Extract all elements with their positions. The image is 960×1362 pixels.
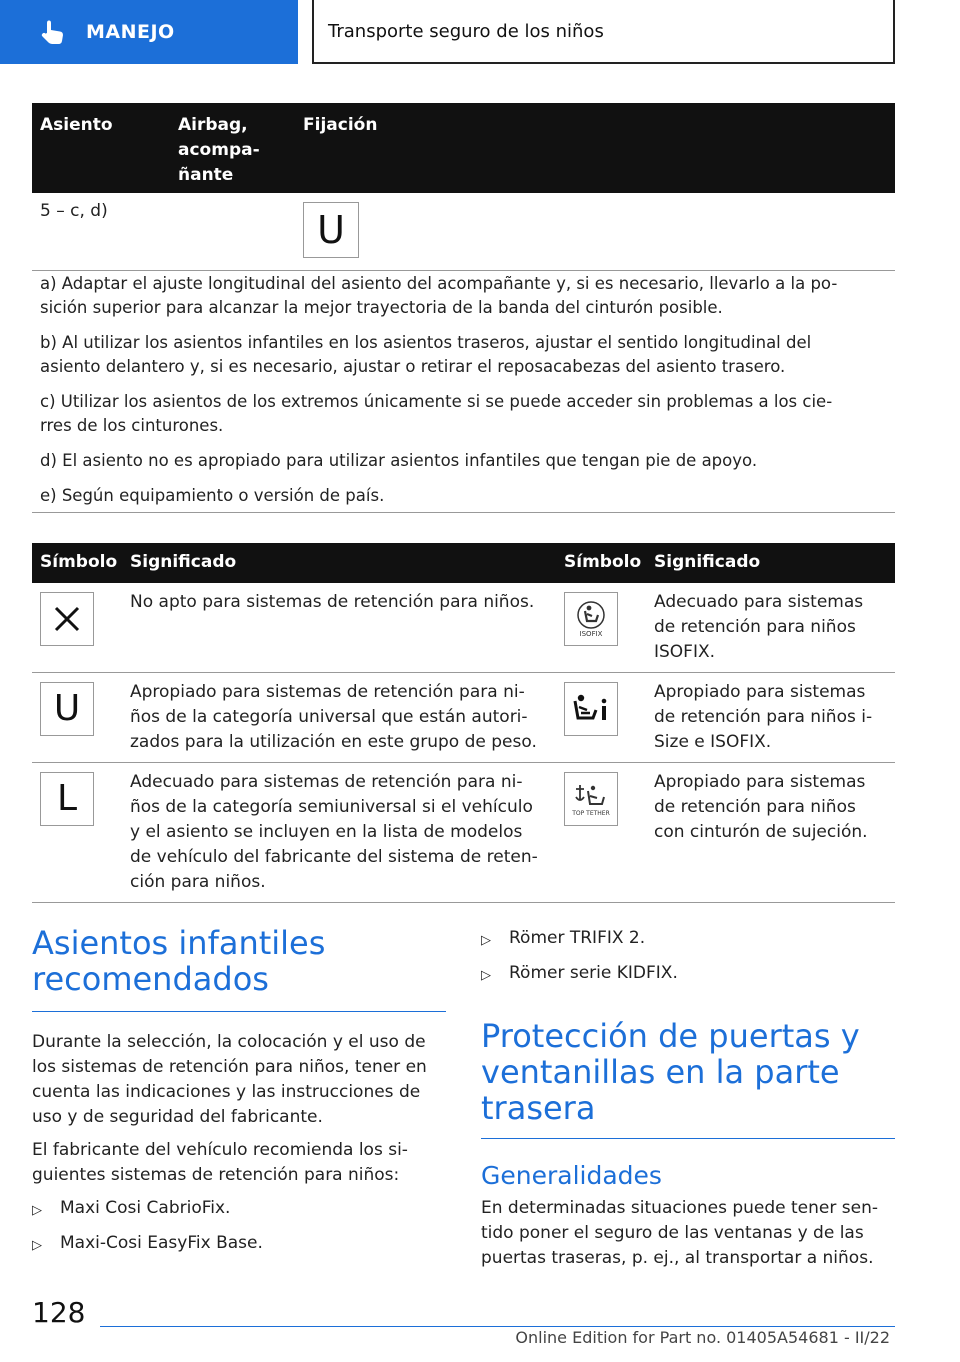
- section-label: MANEJO: [86, 21, 175, 43]
- note-b: b) Al utilizar los asientos infantiles en los asientos traseros, ajustar el sentido longitudinal del asiento delantero y, si es necesario, ajustar o retirar el reposacabezas del asiento trasero.: [40, 333, 812, 376]
- top-tether-icon: [574, 782, 608, 810]
- divider: [32, 512, 895, 513]
- paragraph: En determinadas situaciones puede tener sen- tido poner el seguro de las ventanas y de las puertas traseras, p. ej., al transportar a niños.: [481, 1198, 878, 1268]
- list-item: ▷ Maxi Cosi CabrioFix.: [32, 1196, 446, 1223]
- section-tab: [0, 0, 298, 64]
- table-row: [32, 763, 895, 903]
- isofix-symbol: ISOFIX: [564, 592, 618, 646]
- paragraph: El fabricante del vehículo recomienda los si- guientes sistemas de retención para niños:: [32, 1140, 408, 1185]
- seat-table: [32, 103, 895, 271]
- semi-universal-symbol: L: [40, 772, 94, 826]
- bullet-triangle-icon: ▷: [32, 1203, 42, 1218]
- meaning-i-size: Apropiado para sistemas de retención para niños i- Size e ISOFIX.: [654, 682, 873, 752]
- header-title-box: [312, 0, 895, 64]
- table-row: [32, 193, 895, 271]
- not-suitable-symbol: [40, 592, 94, 646]
- meaning-semi-universal: Adecuado para sistemas de retención para ni- ños de la categoría semiuniversal si el vehículo y el asiento se incluyen en la lista de modelos de vehículo del fabricante del sistema de reten- ción para niños.: [130, 772, 538, 892]
- universal-symbol: U: [303, 202, 359, 258]
- footer-rule: [100, 1326, 895, 1327]
- bullet-triangle-icon: ▷: [481, 968, 491, 983]
- meaning-universal: Apropiado para sistemas de retención para ni- ños de la categoría universal que están autori- zados para la utilización en este grupo de peso.: [130, 682, 537, 752]
- i-size-symbol: [564, 682, 618, 736]
- note-e: e) Según equipamiento o versión de país.: [40, 486, 385, 505]
- meaning-top-tether: Apropiado para sistemas de retención para niños con cinturón de sujeción.: [654, 772, 868, 842]
- heading-rule: [481, 1138, 895, 1139]
- col-significado-2: Significado: [654, 552, 761, 572]
- universal-symbol: U: [40, 682, 94, 736]
- col-fijacion: Fijación: [303, 115, 378, 135]
- table-row: [32, 583, 895, 673]
- note-c: c) Utilizar los asientos de los extremos únicamente si se puede acceder sin problemas a los cie- rres de los cinturones.: [40, 392, 833, 435]
- symbol-table: [32, 543, 895, 903]
- table-row: [32, 673, 895, 763]
- bullet-triangle-icon: ▷: [32, 1238, 42, 1253]
- note-a: a) Adaptar el ajuste longitudinal del asiento del acompañante y, si es necesario, llevarlo a la po- sición superior para alcanzar la mejor trayectoria de la banda del cinturón posible.: [40, 274, 838, 317]
- subheading-generalidades: Generalidades: [481, 1161, 662, 1190]
- footer-edition: Online Edition for Part no. 01405A54681 - II/22: [515, 1328, 890, 1347]
- col-airbag: Airbag, acompa- ñante: [178, 115, 260, 185]
- meaning-isofix: Adecuado para sistemas de retención para niños ISOFIX.: [654, 592, 864, 662]
- top-tether-symbol: TOP TETHER: [564, 772, 618, 826]
- col-asiento: Asiento: [40, 115, 113, 135]
- heading-door-protection: Protección de puertas y ventanillas en la parte trasera: [481, 1017, 860, 1127]
- list-item: ▷ Römer serie KIDFIX.: [481, 961, 895, 988]
- footnotes: [32, 272, 895, 519]
- hand-steering-icon: [38, 17, 68, 47]
- heading-rule: [32, 1011, 446, 1012]
- meaning-not-suitable: No apto para sistemas de retención para niños.: [130, 592, 535, 612]
- list-item: ▷ Römer TRIFIX 2.: [481, 926, 895, 953]
- col-simbolo-1: Símbolo: [40, 552, 118, 572]
- page-number: 128: [32, 1296, 86, 1329]
- page-title: Transporte seguro de los niños: [328, 20, 604, 42]
- col-simbolo-2: Símbolo: [564, 552, 642, 572]
- i-size-icon: [571, 691, 611, 727]
- seat-table-header: [32, 103, 895, 193]
- cross-icon: [53, 605, 81, 633]
- isofix-icon: [576, 600, 606, 630]
- paragraph: Durante la selección, la colocación y el uso de los sistemas de retención para niños, tener en cuenta las indicaciones y las instrucciones de uso y de seguridad del fabricante.: [32, 1032, 427, 1127]
- seat-cell: 5 – c, d): [40, 201, 108, 221]
- bullet-triangle-icon: ▷: [481, 933, 491, 948]
- col-significado-1: Significado: [130, 552, 237, 572]
- symbol-table-header: [32, 543, 895, 583]
- left-column: [32, 925, 446, 1258]
- note-d: d) El asiento no es apropiado para utilizar asientos infantiles que tengan pie de apoyo.: [40, 451, 758, 470]
- list-item: ▷ Maxi-Cosi EasyFix Base.: [32, 1231, 446, 1258]
- heading-recommended-seats: Asientos infantiles recomendados: [32, 924, 326, 998]
- right-column: [481, 926, 895, 1271]
